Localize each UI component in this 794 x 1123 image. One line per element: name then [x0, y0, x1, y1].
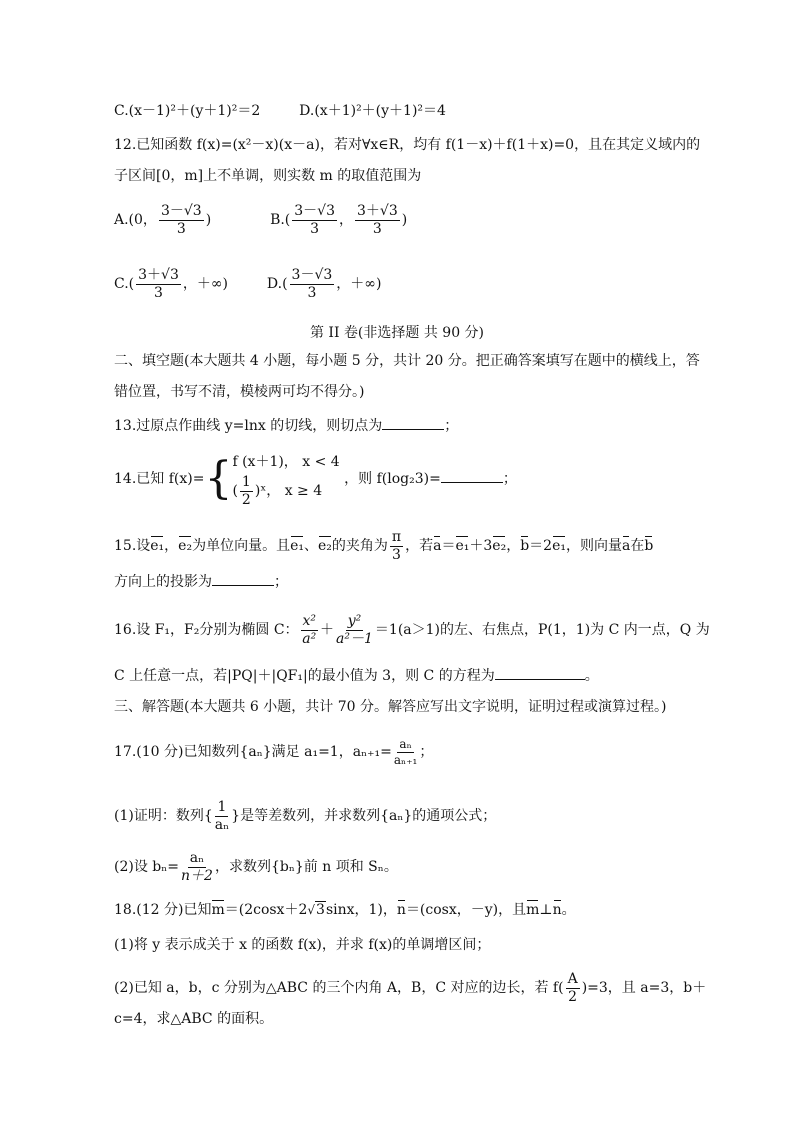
- vector-m: m: [526, 902, 540, 918]
- q17-part2: (2)设 bₙ= $\frac{\text{aₙ}}{n+2}$ ，求数列{bₙ}前 n 项和 Sₙ。: [114, 850, 398, 884]
- q18-stem: 18.(12 分)已知m＝(2cosx＋2√3sinx，1)，n＝(cosx，－y)，且m⊥n。: [114, 902, 576, 918]
- section-title: 第 II 卷(非选择题 共 90 分): [309, 325, 485, 341]
- fraction: $\frac{\text{aₙ}}{n+2}$: [181, 850, 213, 884]
- q12-option-b: B.( $\frac{3-√3}{3}$ ， $\frac{3+√3}{3}$ ): [270, 203, 408, 237]
- fraction: $\frac{\pi}{3}$: [391, 529, 402, 563]
- fill-header-line2: 错位置，书写不清，模棱两可均不得分。): [114, 384, 365, 400]
- q12-options-ab: [114, 204, 407, 236]
- fill-header-line1: 二、填空题(本大题共 4 小题，每小题 5 分，共计 20 分。把正确答案填写在题中的横线上，答: [114, 353, 700, 369]
- q18-part2: (2)已知 a，b，c 分别为△ABC 的三个内角 A，B，C 对应的边长，若 f( $\frac{A}{2}$ )=3，且 a=3，b＋: [114, 971, 707, 1005]
- fraction: $\frac{3+√3}{3}$: [138, 267, 179, 301]
- q15-line2: 方向上的投影为 ；: [114, 574, 288, 590]
- fraction: $\frac{\text{aₙ}}{\text{aₙ₊₁}}$: [393, 737, 418, 767]
- case2: ( $\frac{1}{2}$ )ˣ， x ≥ 4: [232, 474, 323, 508]
- vector-n: n: [552, 902, 562, 918]
- vector-a: a: [433, 538, 442, 555]
- fraction: $\frac{3+√3}{3}$: [357, 203, 398, 237]
- vector-n: n: [396, 902, 406, 918]
- q11-options: [114, 104, 446, 118]
- vector-a: a: [621, 538, 631, 555]
- vector-e1: e₁: [290, 538, 304, 555]
- q11-option-c: C.(x－1)²＋(y＋1)²＝2: [114, 103, 261, 119]
- fraction: $\frac{\text{y²}}{\text{a²－1}}$: [336, 613, 373, 647]
- vector-e2: e₂: [317, 538, 332, 555]
- q12-line1: 12.已知函数 f(x)=(x²－x)(x－a)，若对∀x∈R，均有 f(1－x)＋f(1＋x)=0，且在其定义域内的: [114, 137, 701, 153]
- q18-part2-line2: c=4，求△ABC 的面积。: [114, 1011, 274, 1027]
- fraction: $\frac{A}{2}$: [567, 971, 578, 1005]
- vector-m: m: [211, 902, 225, 918]
- q12-option-c: C.( $\frac{3+√3}{3}$ ，＋∞): [114, 267, 228, 301]
- q17-part1: (1)证明：数列{ $\frac{1}{\text{aₙ}}$ }是等差数列，并求数列{aₙ}的通项公式；: [114, 799, 497, 833]
- vector-e2: e₂: [492, 538, 507, 555]
- vector-e1: e₁: [455, 538, 470, 555]
- q12-option-a: A.(0， $\frac{3-√3}{3}$ ): [114, 203, 212, 237]
- solve-header: 三、解答题(本大题共 6 小题，共计 70 分。解答应写出文字说明，证明过程或演算过程。): [114, 699, 667, 715]
- answer-blank[interactable]: [495, 667, 585, 680]
- fraction: $\frac{3-√3}{3}$: [294, 203, 336, 237]
- q12-line2: 子区间[0，m]上不单调，则实数 m 的取值范围为: [114, 168, 422, 184]
- q11-option-d: D.(x＋1)²＋(y＋1)²＝4: [299, 103, 446, 119]
- fraction: $\frac{3-√3}{3}$: [291, 267, 333, 301]
- q13: 13.过原点作曲线 y=lnx 的切线，则切点为 ；: [114, 418, 459, 434]
- fraction: $\frac{\text{x²}}{\text{a²}}$: [302, 613, 317, 647]
- sqrt-sign: √: [307, 903, 316, 917]
- q12-options-cd: [114, 268, 381, 300]
- vector-e1: e₁: [552, 538, 566, 555]
- vector-b: b: [520, 538, 530, 555]
- vector-b: b: [644, 538, 654, 555]
- q14: 14.已知 f(x)={ f (x＋1)， x < 4 ( $\frac{1}{2}$ )ˣ， x ≥ 4 ，则 f(log₂3)= ；: [114, 450, 517, 508]
- q18-part1: (1)将 y 表示成关于 x 的函数 f(x)，并求 f(x)的单调增区间；: [114, 937, 491, 953]
- q15-line1: 15.设e₁，e₂为单位向量。且e₁、e₂的夹角为 $\frac{\pi}{3}$ ，若a＝e₁＋3e₂，b＝2e₁，则向量a在b: [114, 529, 654, 563]
- piecewise-cases: f (x＋1)， x < 4 ( $\frac{1}{2}$ )ˣ， x ≥ 4: [232, 454, 340, 508]
- q17-stem: 17.(10 分)已知数列{aₙ}满足 a₁=1，aₙ₊₁= $\frac{\text{aₙ}}{\text{aₙ₊₁}}$ ；: [114, 737, 434, 767]
- fraction: $\frac{1}{\text{aₙ}}$: [214, 799, 230, 833]
- vector-e1: e₁: [150, 538, 165, 555]
- q16-line2: C 上任意一点，若|PQ|＋|QF₁|的最小值为 3，则 C 的方程为 。: [114, 668, 599, 684]
- answer-blank[interactable]: [382, 417, 444, 430]
- fraction: $\frac{3-√3}{3}$: [160, 203, 202, 237]
- vector-e2: e₂: [178, 538, 193, 555]
- fraction: $\frac{1}{2}$: [241, 474, 251, 508]
- left-brace: {: [204, 453, 233, 505]
- q16-line1: 16.设 F₁，F₂分别为椭圆 C： $\frac{\text{x²}}{\text{a²}}$ ＋ $\frac{\text{y²}}{\text{a²－1}}$ ＝1(a＞1)的左、右焦点，P(1，1)为 C 内一点，Q 为: [114, 613, 710, 647]
- answer-blank[interactable]: [441, 470, 503, 483]
- q12-option-d: D.( $\frac{3-√3}{3}$ ，＋∞): [266, 267, 382, 301]
- answer-blank[interactable]: [212, 573, 274, 586]
